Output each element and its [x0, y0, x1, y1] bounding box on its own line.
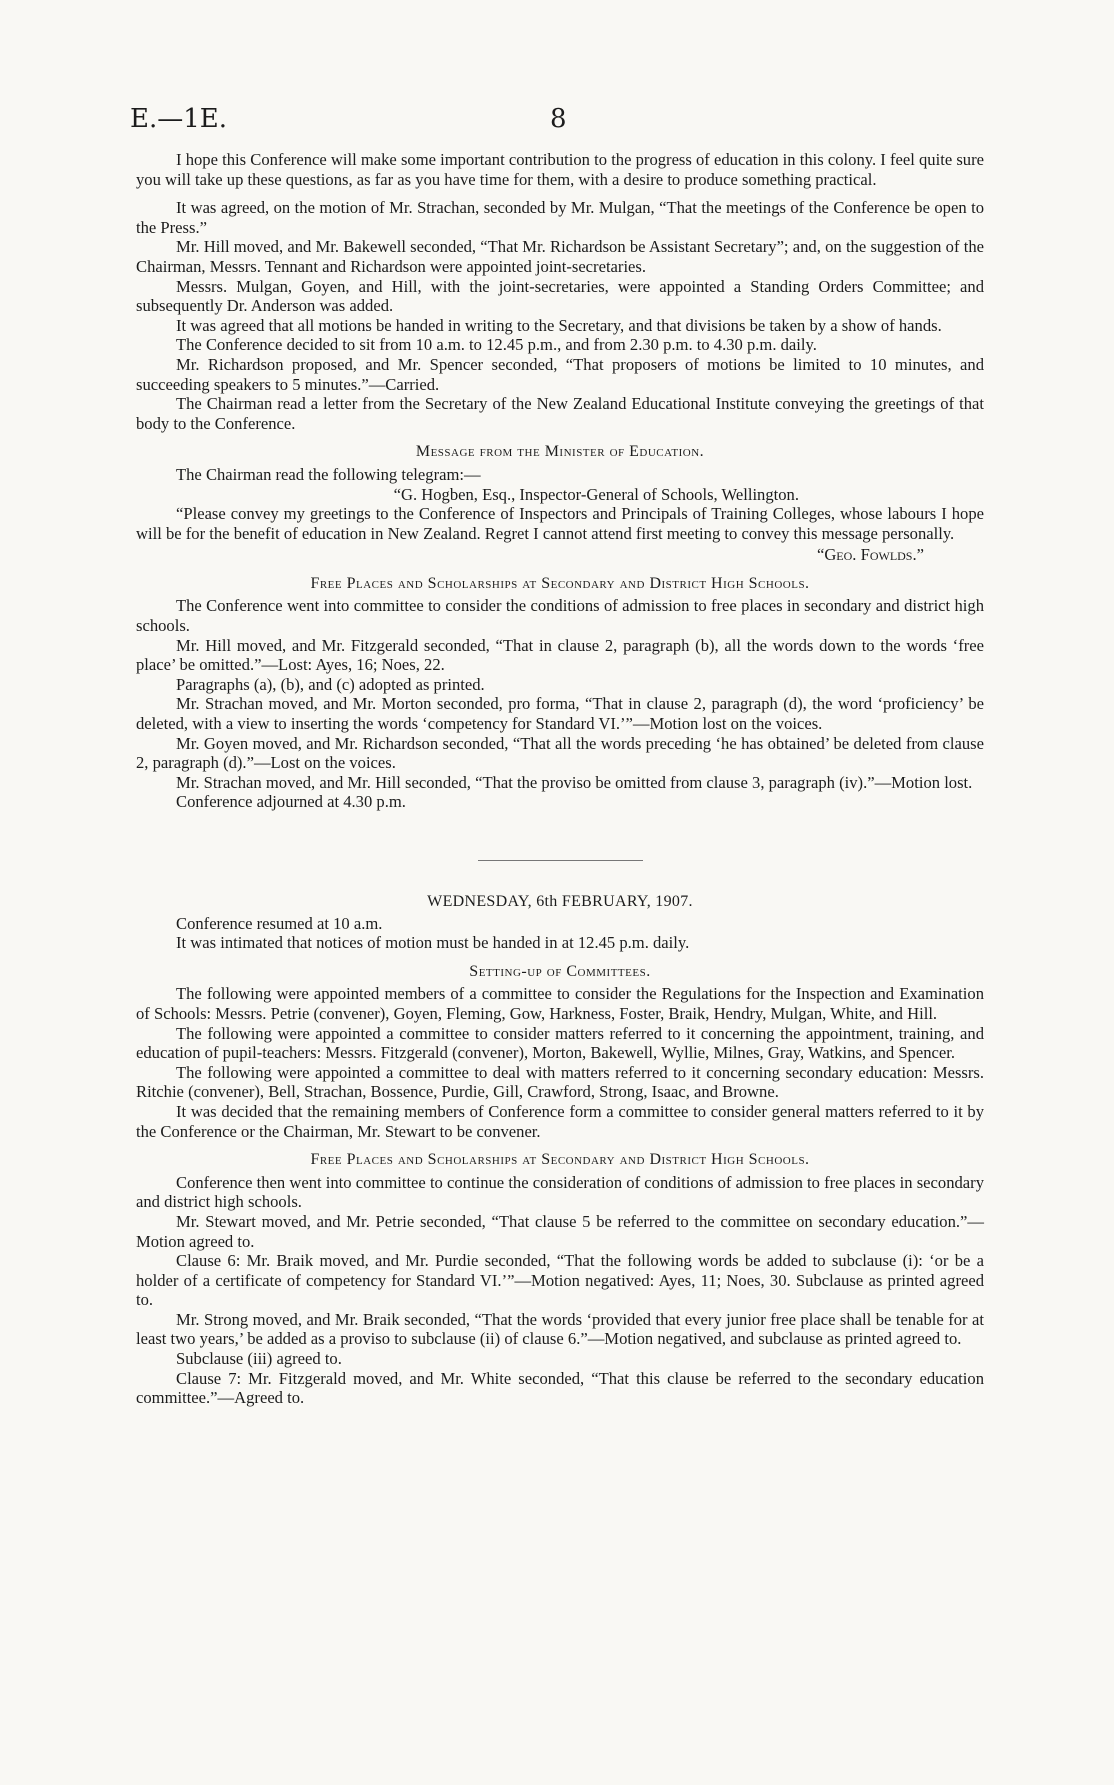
paragraph: Mr. Stewart moved, and Mr. Petrie seconded, “That clause 5 be referred to the committee on secondary education.”—Motion agreed to.: [136, 1211, 984, 1251]
paragraph: It was decided that the remaining members of Conference form a committee to consider general matters referred to it by the Conference or the Chairman, Mr. Stewart to be convener.: [136, 1101, 984, 1141]
section-heading-free-places: Free Places and Scholarships at Secondary and District High Schools.: [310, 1151, 810, 1169]
date-heading: WEDNESDAY, 6th FEBRUARY, 1907.: [427, 893, 693, 910]
section-heading-committees: Setting-up of Committees.: [469, 962, 651, 980]
paragraph: Conference resumed at 10 a.m.: [176, 913, 383, 933]
section-divider: [478, 860, 643, 861]
paragraph: The following were appointed a committee to consider matters referred to it concerning the appointment, training, and education of pupil-teachers: Messrs. Fitzgerald (convener), Morton, Bakewell, Wyllie, Milnes, Gray, Watkins, and Spencer.: [136, 1023, 984, 1063]
paragraph: Mr. Richardson proposed, and Mr. Spencer seconded, “That proposers of motions be limited to 10 minutes, and succeeding speakers to 5 minutes.”—Carried.: [136, 354, 984, 394]
paragraph: Paragraphs (a), (b), and (c) adopted as printed.: [176, 674, 485, 694]
page-number: 8: [550, 104, 567, 134]
telegram-intro: The Chairman read the following telegram:—: [176, 464, 481, 484]
paragraph: The Chairman read a letter from the Secretary of the New Zealand Educational Institute conveying the greetings of that body to the Conference.: [136, 394, 984, 433]
paragraph: Conference adjourned at 4.30 p.m.: [176, 792, 406, 812]
paragraph: Clause 6: Mr. Braik moved, and Mr. Purdie seconded, “That the following words be added to subclause (i): ‘or be a holder of a certificate of competency for Standard VI.’”—Motion negatived: Ayes, 11; Noes, 30. Subclause as printed agreed to.: [136, 1251, 984, 1310]
paragraph: It was agreed that all motions be handed in writing to the Secretary, and that divisions be taken by a show of hands.: [176, 315, 942, 335]
telegram-signature: “Geo. Fowlds.”: [816, 545, 924, 565]
paragraph: The following were appointed a committee to deal with matters referred to it concerning secondary education: Messrs. Ritchie (convener), Bell, Strachan, Bossence, Purdie, Gill, Crawford, Strong, Isaac, and Browne.: [136, 1062, 984, 1102]
paragraph: The Conference decided to sit from 10 a.m. to 12.45 p.m., and from 2.30 p.m. to 4.30 p.m. daily.: [176, 335, 817, 355]
paragraph: Mr. Strachan moved, and Mr. Morton seconded, pro forma, “That in clause 2, paragraph (d), the word ‘proficiency’ be deleted, with a view to inserting the words ‘competency for Standard VI.’”—Motion lost on the voices.: [136, 694, 984, 734]
telegram-body: “Please convey my greetings to the Conference of Inspectors and Principals of Training Colleges, whose labours I hope will be for the benefit of education in New Zealand. Regret I cannot attend first meeting to convey this message personally.: [136, 504, 984, 543]
section-heading-minister-message: Message from the Minister of Education.: [415, 443, 705, 461]
paragraph: The following were appointed members of a committee to consider the Regulations for the Inspection and Examination of Schools: Messrs. Petrie (convener), Goyen, Fleming, Gow, Harkness, Foster, Braik, Hendry, Mulgan, White, and Hill.: [136, 984, 984, 1023]
telegram-addressee: “G. Hogben, Esq., Inspector-General of Schools, Wellington.: [393, 484, 799, 504]
paragraph: Mr. Strachan moved, and Mr. Hill seconded, “That the proviso be omitted from clause 3, paragraph (iv).”—Motion lost.: [176, 772, 973, 792]
body-text: [136, 150, 984, 1408]
paragraph: It was agreed, on the motion of Mr. Strachan, seconded by Mr. Mulgan, “That the meetings of the Conference be open to the Press.”: [136, 198, 984, 237]
paragraph: Mr. Hill moved, and Mr. Fitzgerald seconded, “That in clause 2, paragraph (b), all the words down to the words ‘free place’ be omitted.”—Lost: Ayes, 16; Noes, 22.: [136, 635, 984, 675]
paragraph: The Conference went into committee to consider the conditions of admission to free places in secondary and district high schools.: [136, 596, 984, 636]
paragraph: I hope this Conference will make some important contribution to the progress of education in this colony. I feel quite sure you will take up these questions, as far as you have time for them, with a desire to produce something practical.: [136, 150, 984, 189]
paragraph: Messrs. Mulgan, Goyen, and Hill, with the joint-secretaries, were appointed a Standing Orders Committee; and subsequently Dr. Anderson was added.: [136, 276, 984, 316]
paragraph: Subclause (iii) agreed to.: [176, 1349, 342, 1369]
paragraph: Mr. Hill moved, and Mr. Bakewell seconded, “That Mr. Richardson be Assistant Secretary”; and, on the suggestion of the Chairman, Messrs. Tennant and Richardson were appointed joint-secretaries.: [136, 237, 984, 276]
paragraph: Clause 7: Mr. Fitzgerald moved, and Mr. White seconded, “That this clause be referred to the secondary education committee.”—Agreed to.: [136, 1368, 984, 1408]
paragraph: Mr. Strong moved, and Mr. Braik seconded, “That the words ‘provided that every junior free place shall be tenable for at least two years,’ be added as a proviso to subclause (ii) of clause 6.”—Motion negatived, and subclause as printed agreed to.: [136, 1309, 984, 1349]
paragraph: Mr. Goyen moved, and Mr. Richardson seconded, “That all the words preceding ‘he has obtained’ be deleted from clause 2, paragraph (d).”—Lost on the voices.: [136, 733, 984, 773]
paragraph: Conference then went into committee to continue the consideration of conditions of admission to free places in secondary and district high schools.: [136, 1172, 984, 1212]
document-reference: E.—1E.: [130, 104, 228, 134]
section-heading-free-places: Free Places and Scholarships at Secondary and District High Schools.: [310, 574, 810, 592]
paragraph: It was intimated that notices of motion must be handed in at 12.45 p.m. daily.: [176, 933, 690, 953]
